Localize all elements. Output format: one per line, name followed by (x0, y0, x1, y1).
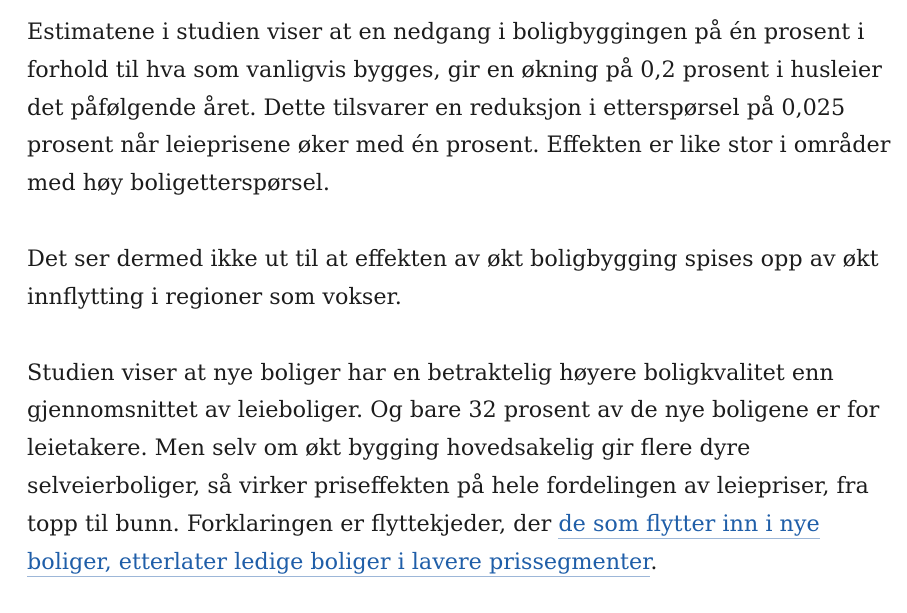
paragraph-1 (27, 14, 891, 203)
article-link-part-1[interactable]: de som flytter inn i nye (558, 510, 820, 537)
end-punctuation: . (650, 548, 658, 575)
text-line: prosent når leieprisene øker med én prosent. Effekten er like stor i områder (27, 132, 891, 159)
text-line: Det ser dermed ikke ut til at effekten av økt boligbygging spises opp av økt (27, 245, 879, 272)
text-line: Estimatene i studien viser at en nedgang i boligbyggingen på én prosent i (27, 19, 865, 45)
text-line: leietakere. Men selv om økt bygging hovedsakelig gir flere dyre (27, 435, 751, 462)
text-line: innflytting i regioner som vokser. (27, 283, 402, 310)
text-line: forhold til hva som vanligvis bygges, gir en økning på 0,2 prosent i husleier (27, 56, 882, 83)
article-link-part-2[interactable]: boliger, etterlater ledige boliger i lavere prissegmenter (27, 548, 651, 575)
text-line: gjennomsnittet av leieboliger. Og bare 32 prosent av de nye boligene er for (27, 397, 880, 424)
text-line: Studien viser at nye boliger har en betraktelig høyere boligkvalitet enn (27, 359, 834, 386)
text-line-with-link (27, 506, 887, 544)
paragraph-2 (27, 241, 887, 317)
text-line: selveierboliger, så virker priseffekten på hele fordelingen av leiepriser, fra (27, 472, 869, 499)
text-segment: topp til bunn. Forklaringen er flyttekjeder, der (27, 510, 559, 537)
article-body (27, 14, 891, 581)
paragraph-3 (27, 355, 887, 582)
text-line: med høy boligetterspørsel. (27, 170, 331, 197)
text-line-with-link (27, 544, 887, 582)
text-line: det påfølgende året. Dette tilsvarer en reduksjon i etterspørsel på 0,025 (27, 94, 846, 121)
